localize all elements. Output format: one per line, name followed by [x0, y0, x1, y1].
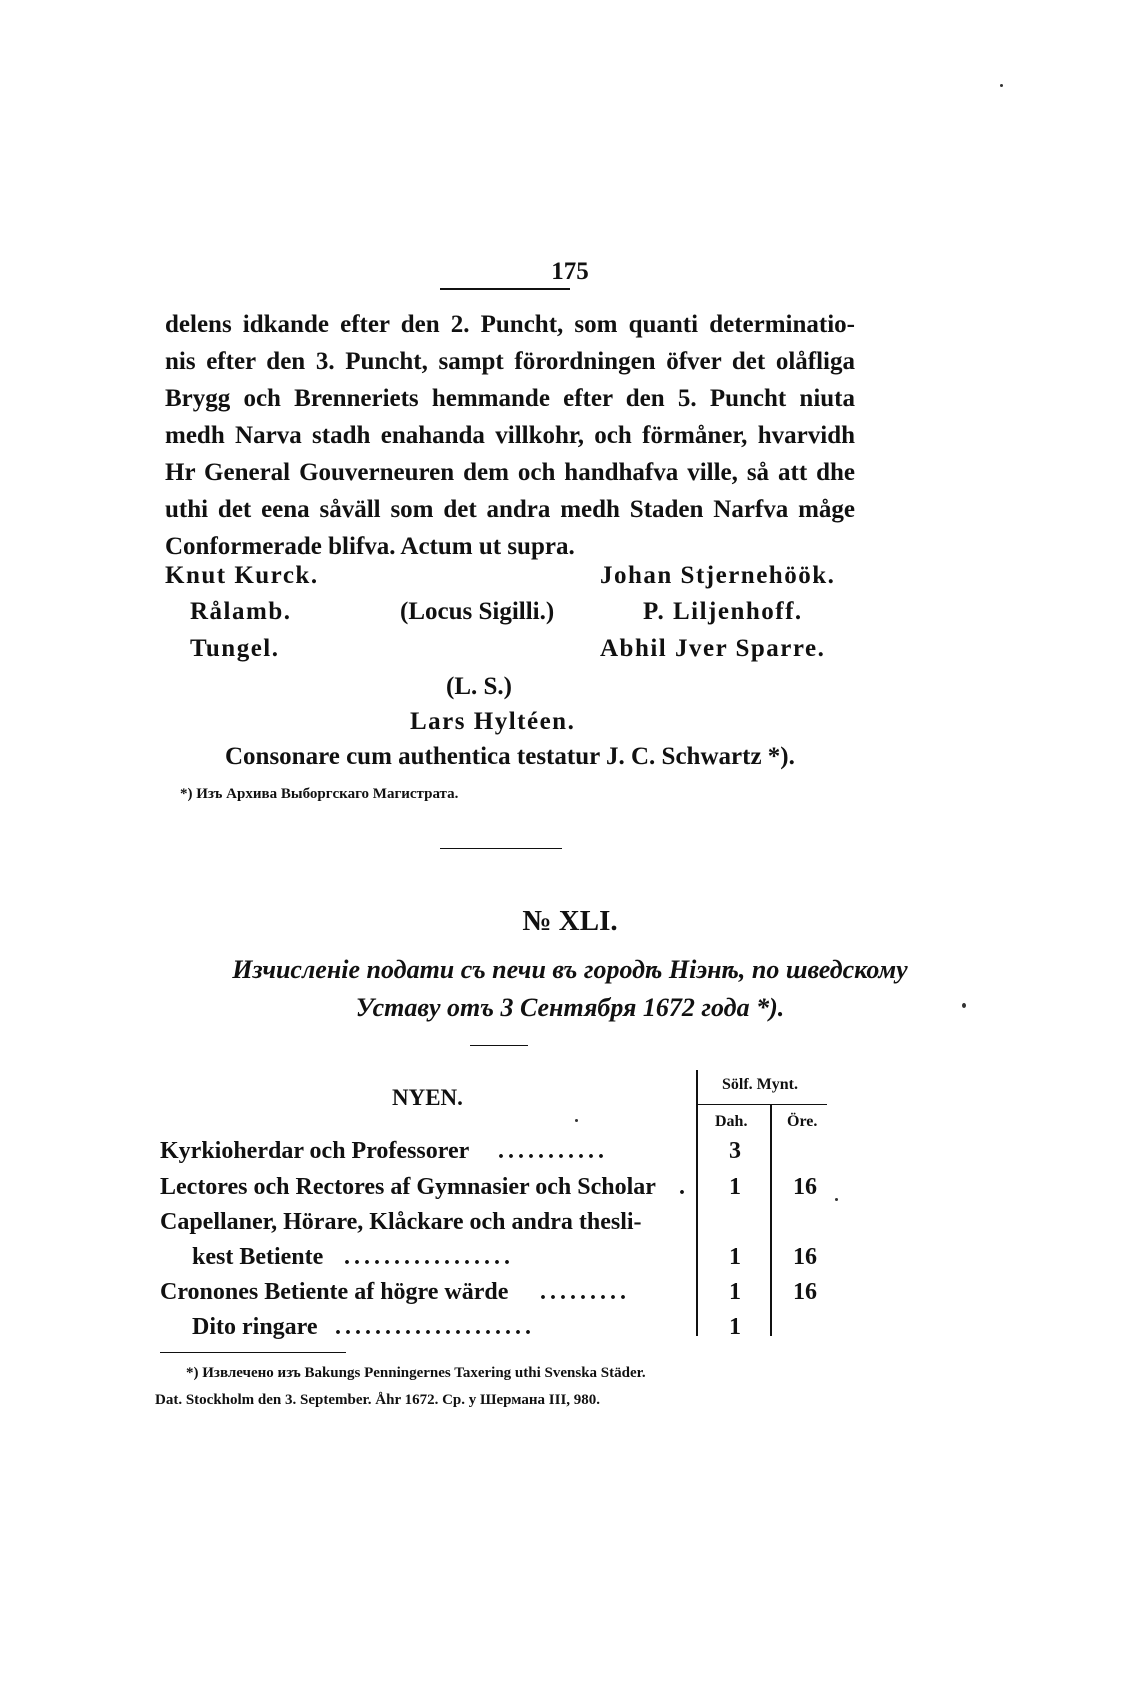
value-ore: 16	[793, 1174, 817, 1200]
leader-dots: ....................	[335, 1314, 535, 1340]
paragraph-line: Brygg och Brenneriets hemmande efter den 5. Puncht niuta	[165, 385, 855, 412]
table-divider-middle	[770, 1105, 772, 1336]
paragraph-line: Hr General Gouverneuren dem och handhafva ville, så att dhe	[165, 459, 855, 486]
footnote-rule	[160, 1352, 346, 1353]
seal-center: (Locus Sigilli.)	[400, 598, 555, 625]
value-dah: 1	[729, 1279, 741, 1305]
column-header-ore: Öre.	[787, 1113, 818, 1130]
signature-right-1: Johan Stjernehöök.	[600, 562, 836, 589]
document-title-line-2: Уставу отъ 3 Сентября 1672 года *).	[355, 993, 785, 1022]
value-dah: 3	[729, 1138, 741, 1164]
body-paragraph	[165, 306, 855, 565]
paragraph-line: delens idkande efter den 2. Puncht, som quanti determinatio-	[165, 311, 855, 338]
leader-dots: .	[679, 1174, 689, 1200]
table-place-heading: NYEN.	[392, 1085, 463, 1110]
value-ore: 16	[793, 1279, 817, 1305]
footnote-archive: *) Изъ Архива Выборгскаго Магистрата.	[180, 786, 459, 802]
table-row-label: Kyrkioherdar och Professorer	[160, 1138, 470, 1164]
table-row-label: Cronones Betiente af högre wärde	[160, 1279, 509, 1305]
paragraph-line: nis efter den 3. Puncht, sampt förordningen öfver det olåfliga	[165, 348, 855, 375]
value-dah: 1	[729, 1244, 741, 1270]
document-title-line-1: Изчисленіе подати съ печи въ городѣ Ніэнѣ, по шведскому	[232, 955, 908, 984]
leader-dots: .........	[540, 1279, 630, 1305]
table-row-label: Lectores och Rectores af Gymnasier och Scholar	[160, 1174, 656, 1200]
signature-left-1: Knut Kurck.	[165, 562, 319, 589]
table-divider-left	[696, 1070, 698, 1336]
signature-left-3: Tungel.	[190, 635, 280, 662]
document-number: № XLI.	[522, 905, 618, 937]
value-ore: 16	[793, 1244, 817, 1270]
table-row-label: kest Betiente	[192, 1244, 324, 1270]
print-speck	[575, 1119, 578, 1122]
leader-dots: .................	[344, 1244, 514, 1270]
table-row-label: Capellaner, Hörare, Klåckare och andra thesli-	[160, 1209, 642, 1235]
leader-dots: ...........	[498, 1138, 608, 1164]
paragraph-line: uthi det eena såväll som det andra medh Staden Narfva måge	[165, 496, 855, 523]
table-header-rule	[697, 1104, 827, 1105]
value-dah: 1	[729, 1314, 741, 1340]
paragraph-line: Conformerade blifva. Actum ut supra.	[165, 533, 575, 560]
print-speck	[1000, 84, 1003, 87]
print-speck	[835, 1198, 838, 1201]
signature-right-3: Abhil Jver Sparre.	[600, 635, 826, 662]
footnote-source-line-2: Dat. Stockholm den 3. September. Åhr 1672. Ср. у Шерманa III, 980.	[155, 1392, 601, 1408]
title-divider	[470, 1045, 528, 1046]
section-divider	[440, 848, 562, 849]
paragraph-line: medh Narva stadh enahanda villkohr, och förmåner, hvarvidh	[165, 422, 855, 449]
footnote-source-line-1: *) Извлечено изъ Bakungs Penningernes Taxering uthi Svenska Städer.	[186, 1365, 646, 1381]
page-number: 175	[551, 258, 589, 285]
column-group-header: Sölf. Mynt.	[722, 1076, 798, 1093]
seal-short: (L. S.)	[446, 673, 512, 700]
attestation: Consonare cum authentica testatur J. C. Schwartz *).	[225, 743, 795, 770]
page-number-rule	[440, 288, 570, 290]
column-header-dah: Dah.	[715, 1113, 748, 1130]
signature-left-2: Rålamb.	[190, 598, 292, 625]
print-speck	[962, 1003, 966, 1008]
table-row-label: Dito ringare	[192, 1314, 318, 1340]
signature-right-2: P. Liljenhoff.	[643, 598, 803, 625]
value-dah: 1	[729, 1174, 741, 1200]
signature-bottom: Lars Hyltéen.	[410, 708, 576, 735]
